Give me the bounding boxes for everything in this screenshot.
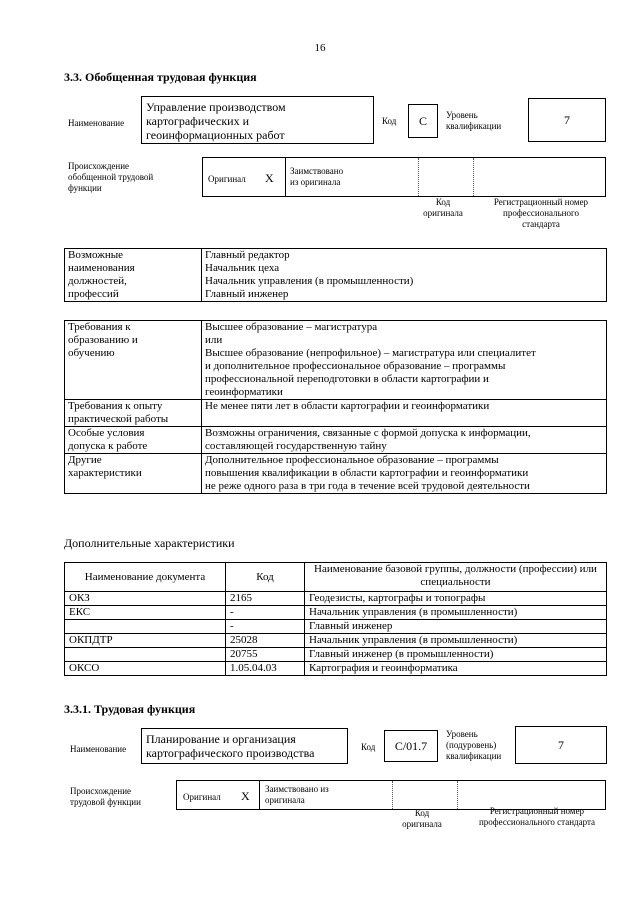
function-name-line: геоинформационных работ bbox=[146, 128, 285, 142]
origin-table bbox=[202, 157, 606, 197]
requirement-row: Требования к образованию и обучению Высшее образование – магистратура или Высшее образование (непрофильное) – магистратура или специалитет и дополнительное профессиональное образование – программы профессиональной переподготовки в области картографии и геоинформатики bbox=[65, 321, 607, 400]
divider bbox=[259, 781, 260, 809]
extra-table bbox=[64, 562, 607, 676]
header-code: Код bbox=[226, 563, 305, 592]
divider bbox=[392, 781, 394, 809]
level-label: Уровень квалификации bbox=[446, 110, 502, 131]
divider bbox=[457, 781, 459, 809]
positions-table bbox=[64, 248, 607, 302]
requirement-row: Особые условия допуска к работе Возможны ограничения, связанные с формой допуска к информации, составляющей государственную тайну bbox=[65, 427, 607, 454]
function-name-line: картографических и bbox=[146, 114, 250, 128]
requirement-row: Другие характеристики Дополнительное профессиональное образование – программы повышения квалификации в области картографии и геоинформатики не реже одного раза в три года в течение всей трудовой деятельности bbox=[65, 454, 607, 494]
code-label: Код bbox=[382, 116, 397, 126]
table-row: 20755 Главный инженер (в промышленности) bbox=[65, 648, 607, 662]
reg-number-caption: Регистрационный номер профессионального стандарта bbox=[493, 197, 589, 229]
requirements-table bbox=[64, 320, 607, 494]
page-number: 16 bbox=[314, 42, 326, 54]
borrowed-label: Заимствовано из оригинала bbox=[290, 166, 344, 187]
code-value: C bbox=[408, 104, 438, 138]
sub-level-label: Уровень (подуровень) квалификации bbox=[446, 729, 502, 761]
extra-title: Дополнительные характеристики bbox=[64, 536, 235, 550]
sub-function-name-box: Планирование и организация картографического производства bbox=[141, 728, 348, 764]
sub-level-value: 7 bbox=[515, 726, 607, 764]
sub-borrowed-label: Заимствовано из оригинала bbox=[265, 784, 329, 805]
sub-code-label: Код bbox=[361, 742, 376, 752]
header-doc: Наименование документа bbox=[65, 563, 226, 592]
requirement-row: Требования к опыту практической работы Не менее пяти лет в области картографии и геоинформатики bbox=[65, 400, 607, 427]
sub-original-label: Оригинал bbox=[183, 792, 221, 802]
function-name-line: Управление производством bbox=[146, 100, 286, 114]
table-row: ЕКС - Начальник управления (в промышленности) bbox=[65, 606, 607, 620]
original-mark: X bbox=[265, 171, 274, 185]
table-row: ОКПДТР 25028 Начальник управления (в промышленности) bbox=[65, 634, 607, 648]
sub-reg-number-caption: Регистрационный номер профессионального стандарта bbox=[478, 806, 596, 827]
sub-code-value: C/01.7 bbox=[384, 730, 438, 762]
sub-name-label: Наименование bbox=[70, 744, 127, 754]
original-label: Оригинал bbox=[208, 174, 246, 184]
table-row: ОКСО 1.05.04.03 Картография и геоинформатика bbox=[65, 662, 607, 676]
positions-label: Возможные наименования должностей, профессий bbox=[65, 249, 202, 302]
table-row: ОКЗ 2165 Геодезисты, картографы и топографы bbox=[65, 592, 607, 606]
code-original-caption: Код оригинала bbox=[423, 197, 463, 218]
positions-values: Главный редактор Начальник цеха Начальник управления (в промышленности) Главный инженер bbox=[202, 249, 607, 302]
sub-original-mark: X bbox=[241, 789, 250, 803]
divider bbox=[418, 158, 420, 196]
section-title: 3.3. Обобщенная трудовая функция bbox=[64, 70, 257, 84]
divider bbox=[285, 158, 286, 196]
function-name-box bbox=[141, 96, 374, 144]
name-label: Наименование bbox=[68, 118, 125, 128]
header-name: Наименование базовой группы, должности (профессии) или специальности bbox=[305, 563, 607, 592]
sub-origin-label: Происхождение трудовой функции bbox=[70, 786, 141, 807]
level-value: 7 bbox=[528, 98, 606, 142]
sub-title: 3.3.1. Трудовая функция bbox=[64, 702, 196, 716]
origin-label: Происхождение обобщенной трудовой функции bbox=[68, 161, 154, 193]
table-row: - Главный инженер bbox=[65, 620, 607, 634]
sub-code-original-caption: Код оригинала bbox=[402, 808, 442, 829]
divider bbox=[473, 158, 475, 196]
